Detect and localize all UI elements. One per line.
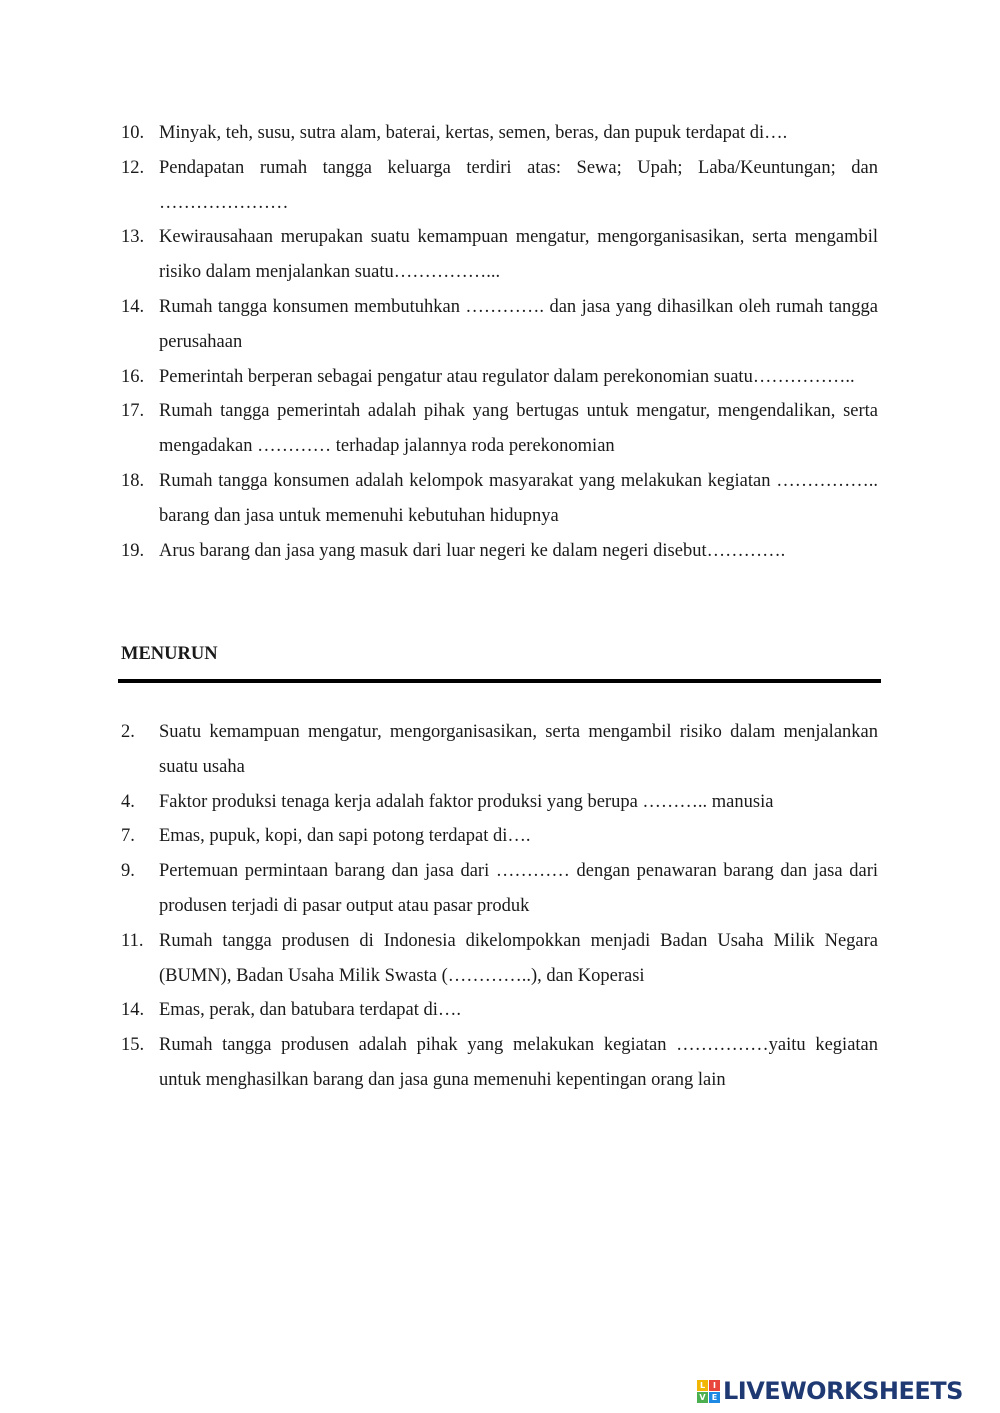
question-text: Rumah tangga konsumen adalah kelompok masyarakat yang melakukan kegiatan …………….. barang dan jasa untuk memenuhi kebutuhan hidupnya xyxy=(159,470,878,526)
question-item xyxy=(121,993,878,1028)
question-number: 15. xyxy=(121,1035,145,1056)
question-number: 10. xyxy=(121,123,145,143)
question-text: Faktor produksi tenaga kerja adalah faktor produksi yang berupa ……….. manusia xyxy=(159,791,774,812)
question-number: 17. xyxy=(121,401,145,422)
question-item xyxy=(121,360,878,395)
question-text: Pertemuan permintaan barang dan jasa dari ………… dengan penawaran barang dan jasa dari produsen terjadi di pasar output atau pasar produk xyxy=(159,861,878,916)
question-item xyxy=(121,819,878,854)
question-number: 7. xyxy=(121,826,135,847)
question-item xyxy=(121,924,878,994)
question-number: 19. xyxy=(121,540,145,561)
question-item xyxy=(121,715,878,785)
logo-tile: I xyxy=(709,1380,720,1391)
question-number: 11. xyxy=(121,930,144,951)
liveworksheets-logo[interactable] xyxy=(697,1378,963,1404)
mendatar-question-list xyxy=(121,116,878,568)
question-number: 2. xyxy=(121,722,135,742)
question-text: Suatu kemampuan mengatur, mengorganisasikan, serta mengambil risiko dalam menjalankan suatu usaha xyxy=(159,722,878,777)
logo-tile: E xyxy=(709,1392,720,1403)
question-item xyxy=(121,1028,878,1098)
question-number: 9. xyxy=(121,861,135,882)
question-text: Emas, perak, dan batubara terdapat di…. xyxy=(159,1000,462,1021)
logo-text: LIVEWORKSHEETS xyxy=(723,1377,963,1405)
question-number: 16. xyxy=(121,366,145,387)
question-text: Pemerintah berperan sebagai pengatur atau regulator dalam perekonomian suatu…………….. xyxy=(159,366,855,387)
menurun-heading: MENURUN xyxy=(121,644,218,664)
question-number: 14. xyxy=(121,1000,145,1021)
question-item xyxy=(121,464,878,534)
question-item xyxy=(121,394,878,464)
question-text: Rumah tangga produsen di Indonesia dikelompokkan menjadi Badan Usaha Milik Negara (BUMN), Badan Usaha Milik Swasta (…………..), dan Koperasi xyxy=(159,930,878,986)
question-text: Pendapatan rumah tangga keluarga terdiri atas: Sewa; Upah; Laba/Keuntungan; dan ………………… xyxy=(159,157,878,213)
question-number: 14. xyxy=(121,296,145,317)
liveworksheets-logo-icon xyxy=(697,1380,720,1403)
question-text: Arus barang dan jasa yang masuk dari luar negeri ke dalam negeri disebut…………. xyxy=(159,540,786,561)
question-text: Rumah tangga konsumen membutuhkan …………. dan jasa yang dihasilkan oleh rumah tangga perusahaan xyxy=(159,296,878,352)
question-item xyxy=(121,854,878,924)
question-number: 4. xyxy=(121,791,135,812)
question-item xyxy=(121,534,878,569)
question-text: Rumah tangga pemerintah adalah pihak yang bertugas untuk mengatur, mengendalikan, serta mengadakan ………… terhadap jalannya roda perekonomian xyxy=(159,401,878,457)
question-number: 12. xyxy=(121,157,145,178)
logo-tile: V xyxy=(697,1392,708,1403)
question-text: Emas, pupuk, kopi, dan sapi potong terdapat di…. xyxy=(159,826,531,847)
menurun-question-list xyxy=(121,715,878,1098)
question-item xyxy=(121,116,878,151)
logo-tile: L xyxy=(697,1380,708,1391)
question-item xyxy=(121,290,878,360)
question-text: Rumah tangga produsen adalah pihak yang melakukan kegiatan ……………yaitu kegiatan untuk menghasilkan barang dan jasa guna memenuhi kepentingan orang lain xyxy=(159,1035,878,1090)
question-item xyxy=(121,785,878,820)
section-divider xyxy=(118,679,881,683)
question-number: 18. xyxy=(121,470,145,491)
question-number: 13. xyxy=(121,227,145,248)
question-text: Kewirausahaan merupakan suatu kemampuan mengatur, mengorganisasikan, serta mengambil risiko dalam menjalankan suatu……………... xyxy=(159,227,878,283)
question-text: Minyak, teh, susu, sutra alam, baterai, kertas, semen, beras, dan pupuk terdapat di…. xyxy=(159,123,788,143)
question-item xyxy=(121,151,878,221)
question-item xyxy=(121,220,878,290)
